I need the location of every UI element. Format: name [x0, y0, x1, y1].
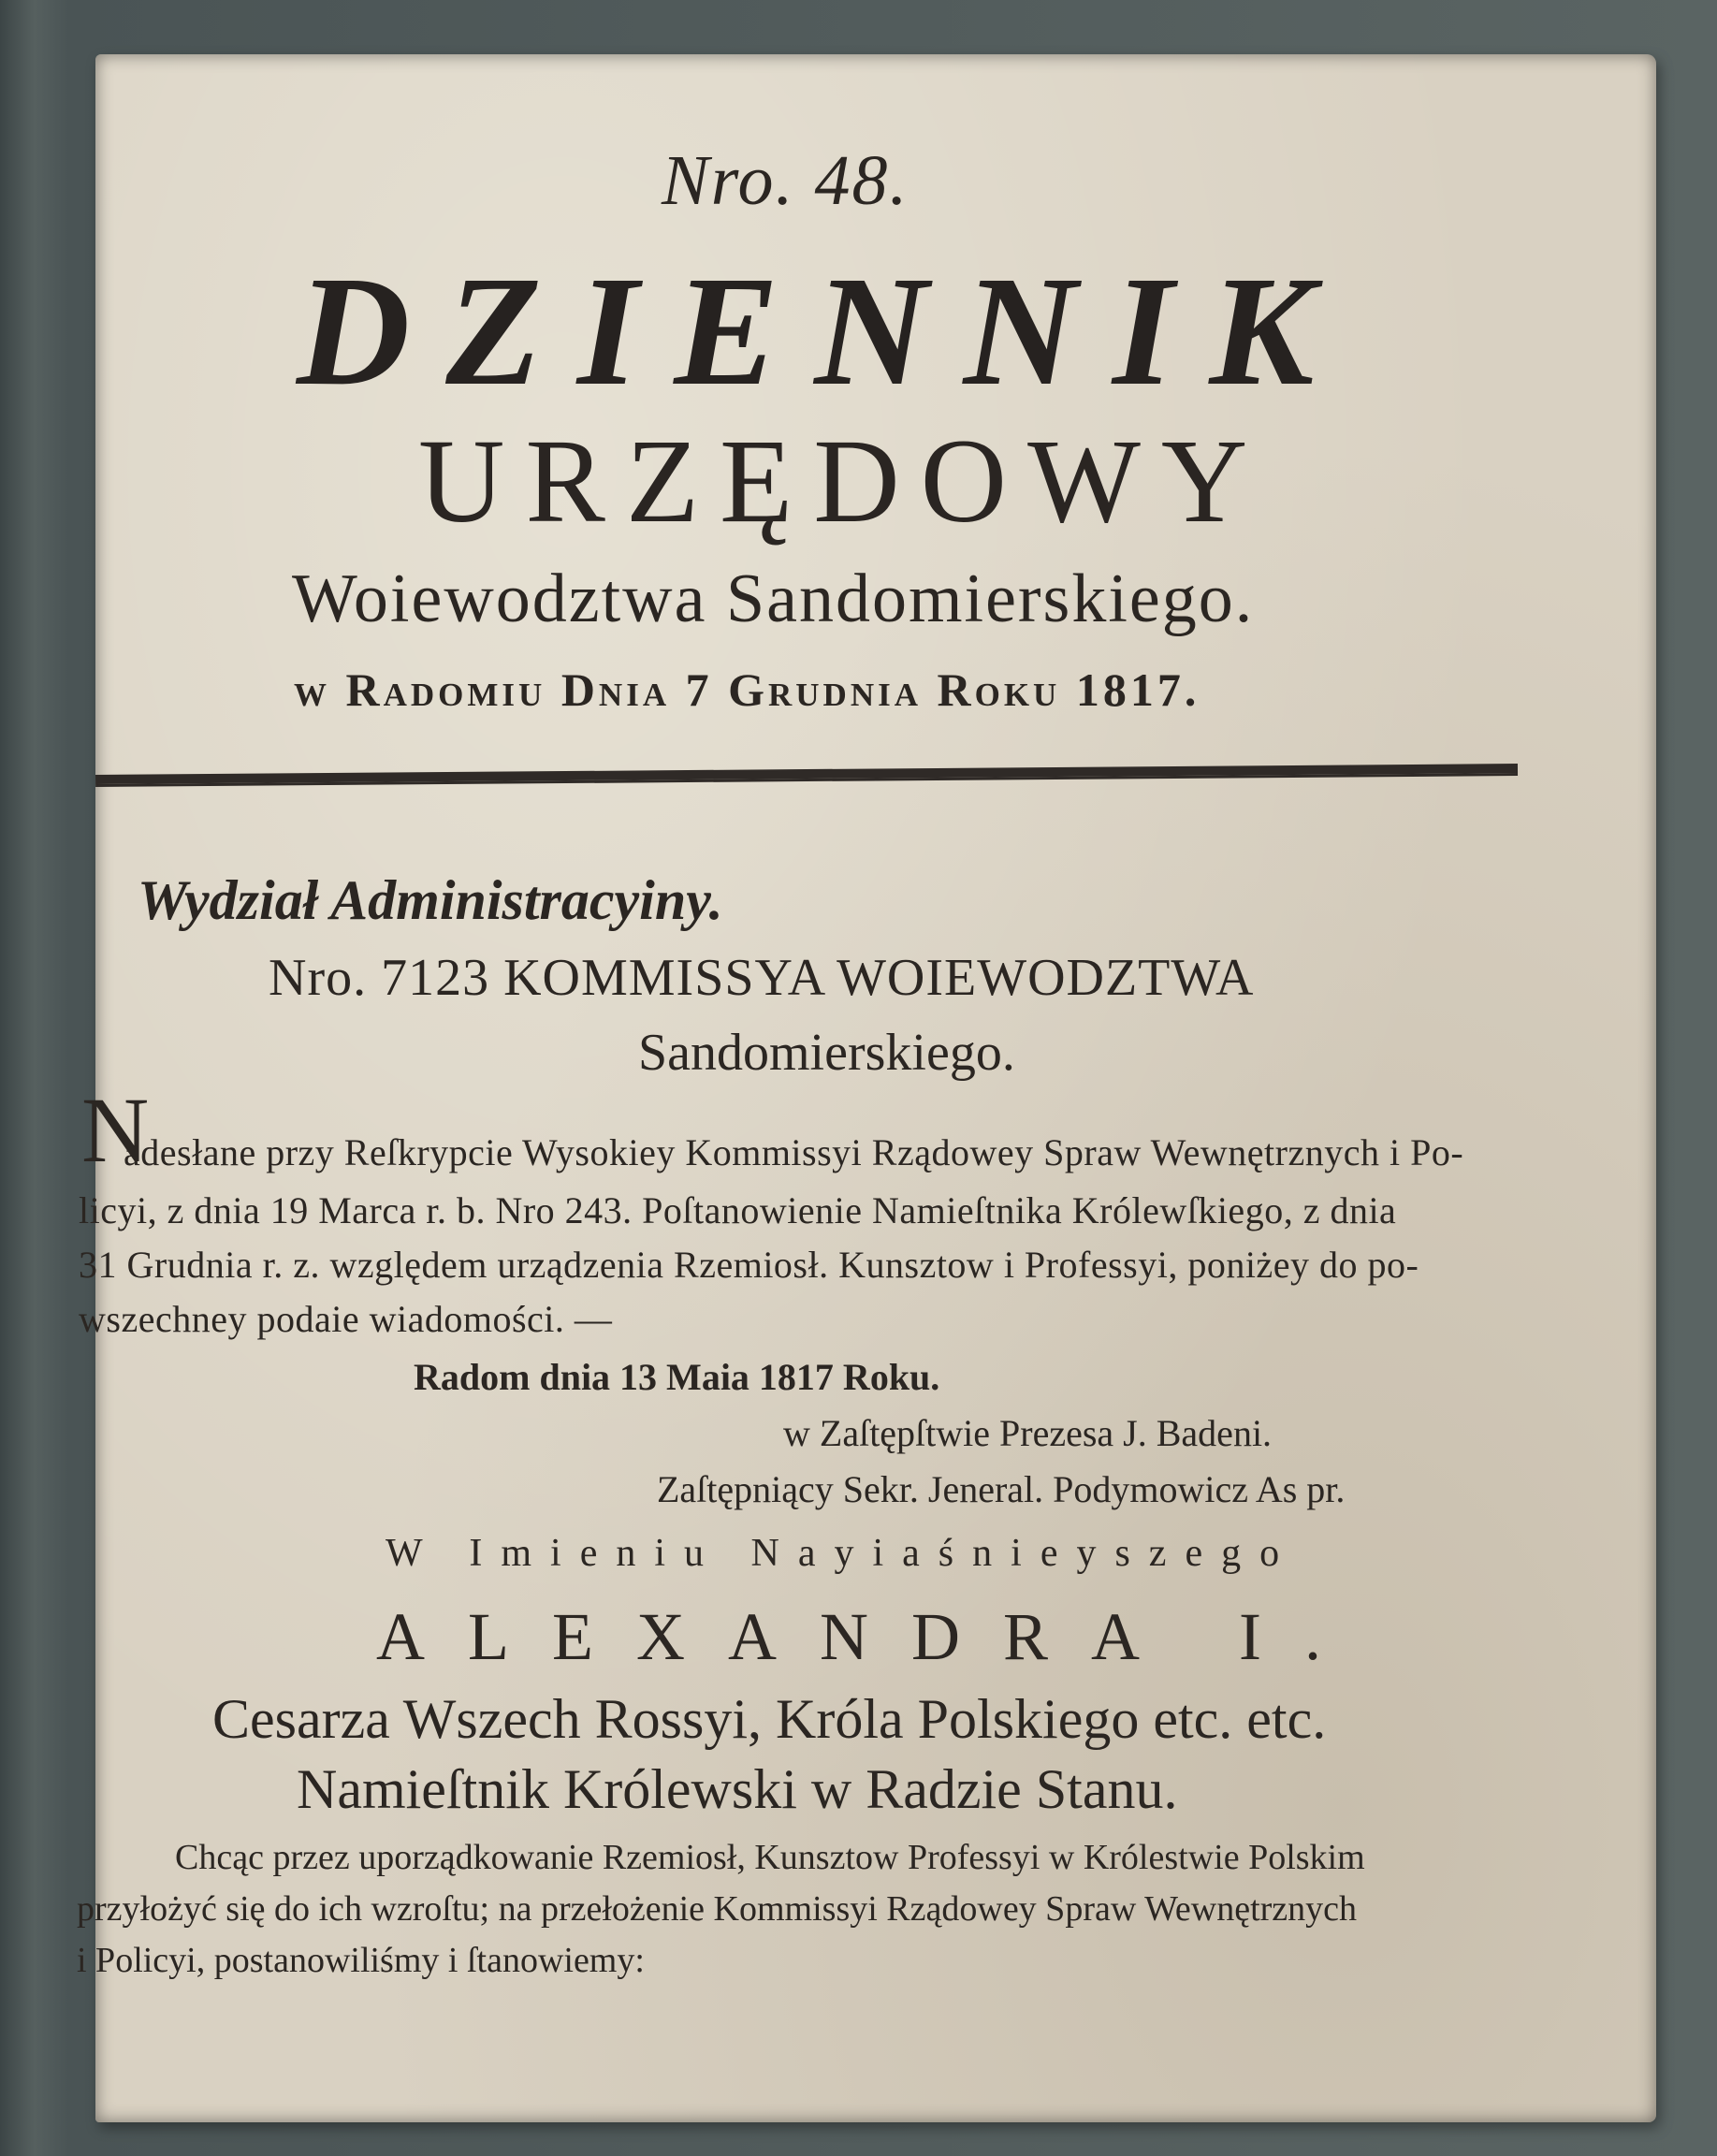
decree-line: przyłożyć się do ich wzroſtu; na przełożenie Kommissyi Rządowey Spraw Wewnętrznych	[77, 1889, 1358, 1929]
header-rule	[95, 764, 1518, 787]
notice-line: wszechney podaie wiadomości. —	[79, 1298, 613, 1340]
notice-line: 31 Grudnia r. z. względem urządzenia Rzemiosł. Kunsztow i Professyi, poniżey do po-	[79, 1244, 1419, 1286]
viceroy-title: Namieſtnik Królewski w Radzie Stanu.	[297, 1758, 1178, 1820]
region-line: Woiewodztwa Sandomierskiego.	[292, 561, 1255, 637]
notice-line: licyi, z dnia 19 Marca r. b. Nro 243. Poſtanowienie Namieſtnika Królewſkiego, z dnia	[79, 1189, 1397, 1231]
drop-cap: N	[81, 1078, 150, 1182]
commission-heading-cont: Sandomierskiego.	[638, 1024, 1015, 1082]
signature-line: Zaſtępniący Sekr. Jeneral. Podymowicz As pr.	[657, 1468, 1346, 1510]
commission-heading: Nro. 7123 KOMMISSYA WOIEWODZTWA	[269, 949, 1255, 1007]
monarch-name: ALEXANDRA I.	[376, 1599, 1364, 1674]
decree-line: Chcąc przez uporządkowanie Rzemiosł, Kunsztow Professyi w Królestwie Polskim	[175, 1838, 1365, 1877]
issue-number: Nro. 48.	[662, 141, 909, 220]
document-page	[77, 54, 1656, 2122]
place-date: Radom dnia 13 Maia 1817 Roku.	[414, 1356, 940, 1398]
decree-line: i Policyi, postanowiliśmy i ſtanowiemy:	[77, 1941, 645, 1980]
signature-line: w Zaſtępſtwie Prezesa J. Badeni.	[783, 1412, 1273, 1454]
newspaper-subtitle: URZĘDOWY	[418, 415, 1269, 547]
invocation: W Imieniu Nayiaśnieyszego	[386, 1532, 1299, 1575]
monarch-titles: Cesarza Wszech Rossyi, Króla Polskiego etc. etc.	[212, 1688, 1327, 1750]
notice-line: adesłane przy Reſkrypcie Wysokiey Kommissyi Rządowey Spraw Wewnętrznych i Po-	[124, 1131, 1464, 1173]
dateline: w Radomiu Dnia 7 Grudnia Roku 1817.	[294, 663, 1200, 716]
newspaper-title: DZIENNIK	[297, 244, 1350, 418]
department-heading: Wydział Administracyiny.	[138, 869, 723, 931]
